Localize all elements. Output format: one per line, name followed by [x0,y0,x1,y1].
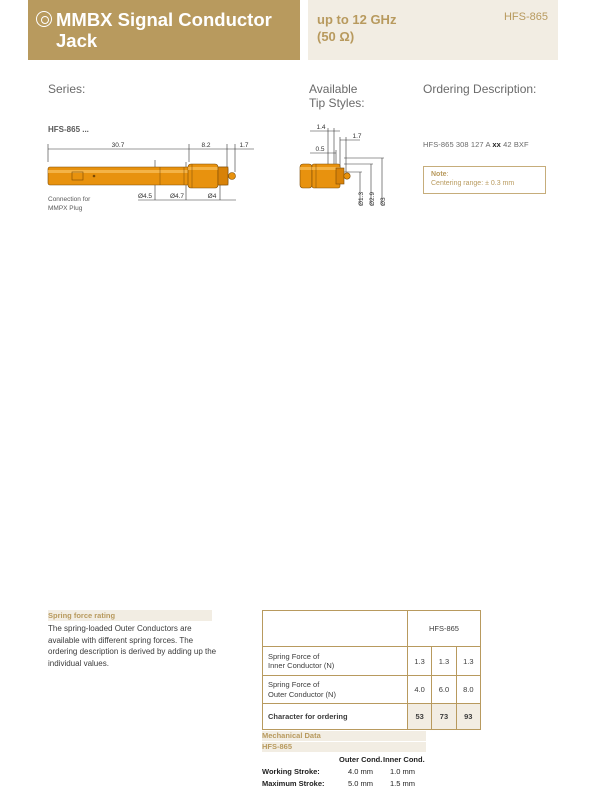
row-label-line1: Spring Force of [268,651,320,661]
ordering-heading: Ordering Description: [423,82,537,96]
tip-dim-b: 1.7 [352,133,362,140]
table-cell: 8.0 [456,676,480,704]
table-cell: 93 [456,704,480,730]
dia-label-3: Ø4 [207,193,217,200]
row-label [263,676,408,704]
impedance-line: (50 Ω) [317,29,355,44]
tip-part [300,164,350,188]
stroke-label: Working Stroke: [262,767,320,776]
row-label-line1: Spring Force of [268,680,320,689]
row-label: Character for ordering [263,704,408,730]
spring-force-heading: Spring force rating [48,610,212,621]
page-title: MMBX Signal Conductor Jack [56,9,272,51]
ordering-code-variable: xx [492,140,501,149]
mechanical-subheading: HFS-865 [262,742,426,752]
table-cell: 1.3 [407,647,431,676]
ordering-code [423,140,529,149]
table-cell: 6.0 [432,676,456,704]
table-cell: 4.0 [407,676,431,704]
table-cell: 73 [432,704,456,730]
table-row [263,676,481,704]
dia-label-1: Ø4.5 [137,193,153,200]
table-cell: 1.3 [456,647,480,676]
series-label: HFS-865 ... [48,125,89,134]
dim-tip: 1.7 [239,142,249,149]
tip-style-drawing [0,0,590,230]
maximum-stroke-label [262,779,325,788]
tip-styles-line1: Available [309,82,358,96]
series-heading: Series: [48,82,86,96]
stroke-label: Maximum Stroke: [262,779,325,788]
tip-dim-a: 1.4 [316,124,326,131]
spring-force-table [262,610,481,730]
row-label-line2: Inner Conductor (N) [268,661,335,670]
dim-total: 30.7 [111,142,125,149]
tip-dia-1: Ø1.3 [358,191,365,206]
connection-note-line2: MMPX Plug [48,205,83,212]
table-row [263,647,481,676]
maximum-stroke-inner: 1.5 mm [390,779,416,788]
frequency-line: up to 12 GHz [317,12,397,27]
connection-note-line1: Connection for [48,196,91,203]
note-box: Note: Centering range: ± 0.3 mm [423,166,546,194]
ordering-code-prefix: HFS-865 308 127 A [423,140,493,149]
table-cell: 53 [407,704,431,730]
tip-dia-2: Ø2.9 [369,191,376,206]
tip-styles-line2: Tip Styles: [309,96,365,110]
table-row [263,704,481,730]
tip-dia-3: Ø3 [380,197,387,206]
note-label: Note [431,171,447,178]
note-text: Centering range: ± 0.3 mm [431,180,515,187]
table-cell: 1.3 [432,647,456,676]
working-stroke-inner: 1.0 mm [390,767,416,776]
product-code: HFS-865 [503,11,548,23]
working-stroke-outer: 4.0 mm [348,767,374,776]
row-label-line2: Outer Conductor (N) [268,689,336,699]
mechanical-heading: Mechanical Data [262,731,426,741]
table-corner-cell [263,611,408,647]
tip-dim-c: 0.5 [315,146,325,153]
table-header: HFS-865 [407,611,480,647]
working-stroke-label [262,767,320,776]
dim-mid: 8.2 [201,142,211,149]
ordering-code-suffix: 42 BXF [500,140,529,149]
spring-force-body: The spring-loaded Outer Conductors are available with different spring forces. The ordering description is derived by adding up the individual values. [48,624,217,668]
dia-label-2: Ø4.7 [169,193,185,200]
maximum-stroke-outer: 5.0 mm [348,779,374,788]
col-outer-cond: Outer Cond. [339,755,383,764]
row-label [263,647,408,676]
col-inner-cond: Inner Cond. [383,755,425,764]
